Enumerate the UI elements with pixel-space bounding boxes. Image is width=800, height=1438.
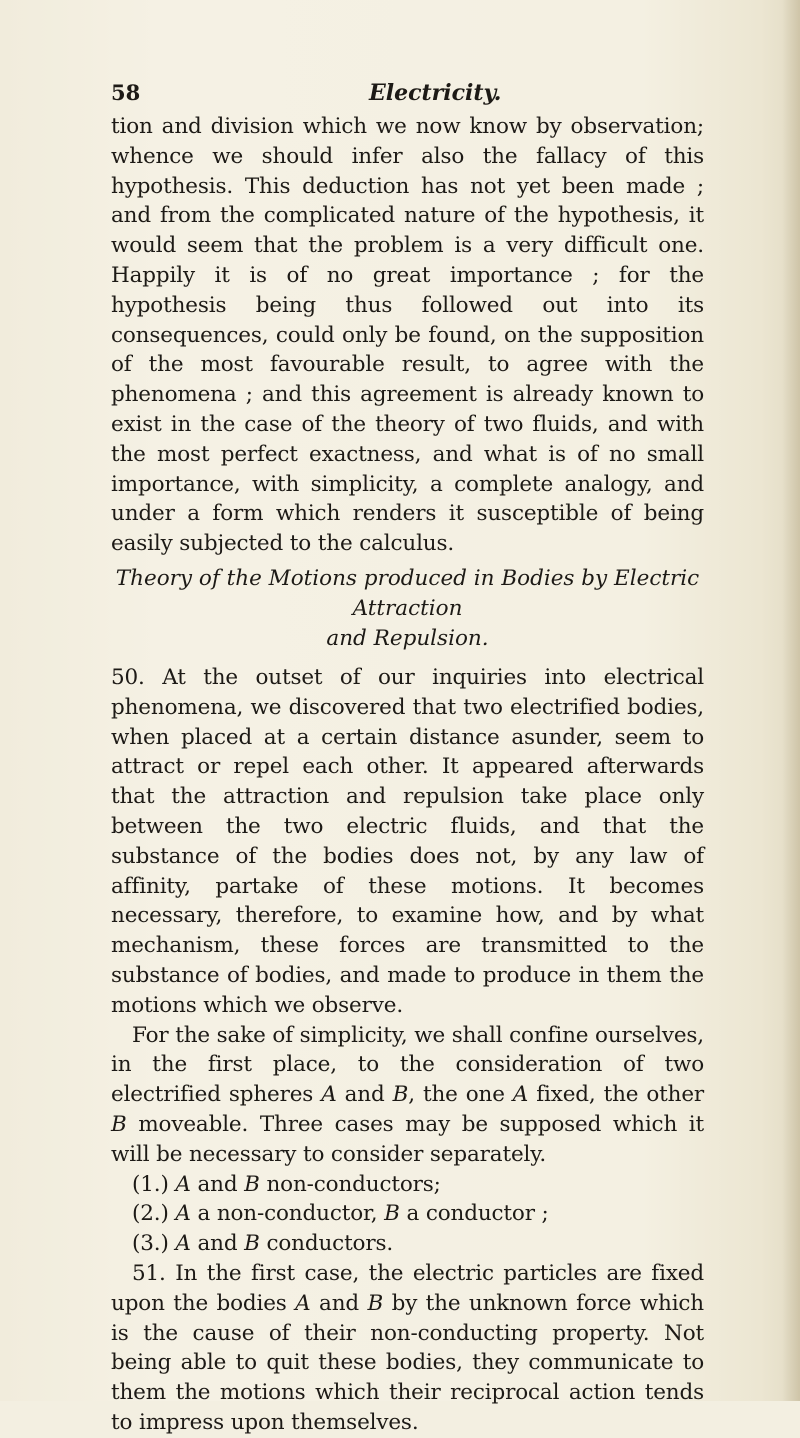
- variable-a: A: [295, 1290, 311, 1316]
- running-title: Electricity.: [369, 80, 502, 106]
- case-label: (1.): [132, 1171, 169, 1197]
- text-segment: and: [197, 1231, 238, 1257]
- paragraph-number: 51.: [132, 1260, 166, 1286]
- page-number: 58: [111, 80, 141, 105]
- variable-a: A: [175, 1231, 191, 1257]
- section-heading: [111, 564, 704, 653]
- case-label: (3.): [132, 1231, 169, 1257]
- case-item: [111, 1229, 704, 1259]
- page-edge-shadow: [782, 0, 800, 1401]
- variable-a: A: [175, 1171, 191, 1197]
- continuation-paragraph: [111, 112, 704, 559]
- variable-b: B: [392, 1082, 409, 1108]
- continuation-text: tion and division which we now know by observation; whence we should infer also the fallacy of this hypothesis. This deduction has not yet been made ; and from the complicated nature of the hypothesis, it would seem that the problem is a very difficult one. Happily it is of no great importance ; for the hypothesis being thus followed out into its consequences, could only be found, on the supposition of the most favourable result, to agree with the phenomena ; and this agreement is already known to exist in the case of the theory of two fluids, and with the most perfect exactness, and what is of no small importance, with simplicity, a complete analogy, and under a form which renders it susceptible of being easily subjected to the calculus.: [111, 114, 704, 557]
- paragraph-50-second: [111, 1021, 704, 1170]
- variable-a: A: [512, 1082, 529, 1108]
- cases-list: [111, 1170, 704, 1259]
- paragraph-51: [111, 1259, 704, 1438]
- text-segment: and: [319, 1290, 360, 1316]
- text-segment: by the unknown force which is the cause of their non-conducting property. Not being able to quit these bodies, they communicate to them the motions which their reciprocal action tends to impress upon themselves.: [111, 1290, 705, 1435]
- paragraph-50-first: [111, 663, 704, 1021]
- case-label: (2.): [132, 1201, 169, 1227]
- section-heading-line-1: Theory of the Motions produced in Bodies by Electric Attraction: [115, 566, 700, 621]
- section-heading-line-2: and Repulsion.: [326, 625, 489, 651]
- text-segment: fixed, the other: [536, 1082, 705, 1108]
- case-item: [111, 1199, 704, 1229]
- case-item: [111, 1170, 704, 1200]
- text-segment: a conductor ;: [406, 1201, 549, 1227]
- variable-b: B: [244, 1231, 260, 1257]
- paragraph-number: 50.: [111, 665, 145, 690]
- text-segment: a non-conductor,: [197, 1201, 378, 1227]
- text-segment: , the one: [408, 1082, 505, 1108]
- text-segment: and: [197, 1171, 238, 1197]
- text-segment: non-conductors;: [266, 1171, 441, 1197]
- variable-b: B: [244, 1171, 260, 1197]
- variable-a: A: [175, 1201, 191, 1227]
- variable-a: A: [321, 1082, 337, 1108]
- running-head: [0, 80, 800, 114]
- text-segment: and: [344, 1082, 385, 1108]
- variable-b: B: [111, 1111, 127, 1137]
- variable-b: B: [384, 1201, 400, 1227]
- text-segment: In the first case, the electric particles are fixed upon the bodies: [111, 1260, 704, 1316]
- text-segment: moveable. Three cases may be supposed which it will be necessary to consider separately.: [111, 1111, 704, 1167]
- paragraph-50: [111, 663, 704, 1438]
- variable-b: B: [367, 1290, 384, 1316]
- text-segment: For the sake of simplicity, we shall confine ourselves, in the first place, to the consideration of two electrified spheres: [111, 1022, 704, 1108]
- text-segment: conductors.: [266, 1231, 394, 1257]
- paragraph-50-text: At the outset of our inquiries into electrical phenomena, we discovered that two electrified bodies, when placed at a certain distance asunder, seem to attract or repel each other. It appeared afterwards that the attraction and repulsion take place only between the two electric fluids, and that the substance of the bodies does not, by any law of affinity, partake of these motions. It becomes necessary, therefore, to examine how, and by what mechanism, these forces are transmitted to the substance of bodies, and made to produce in them the motions which we observe.: [111, 665, 704, 1018]
